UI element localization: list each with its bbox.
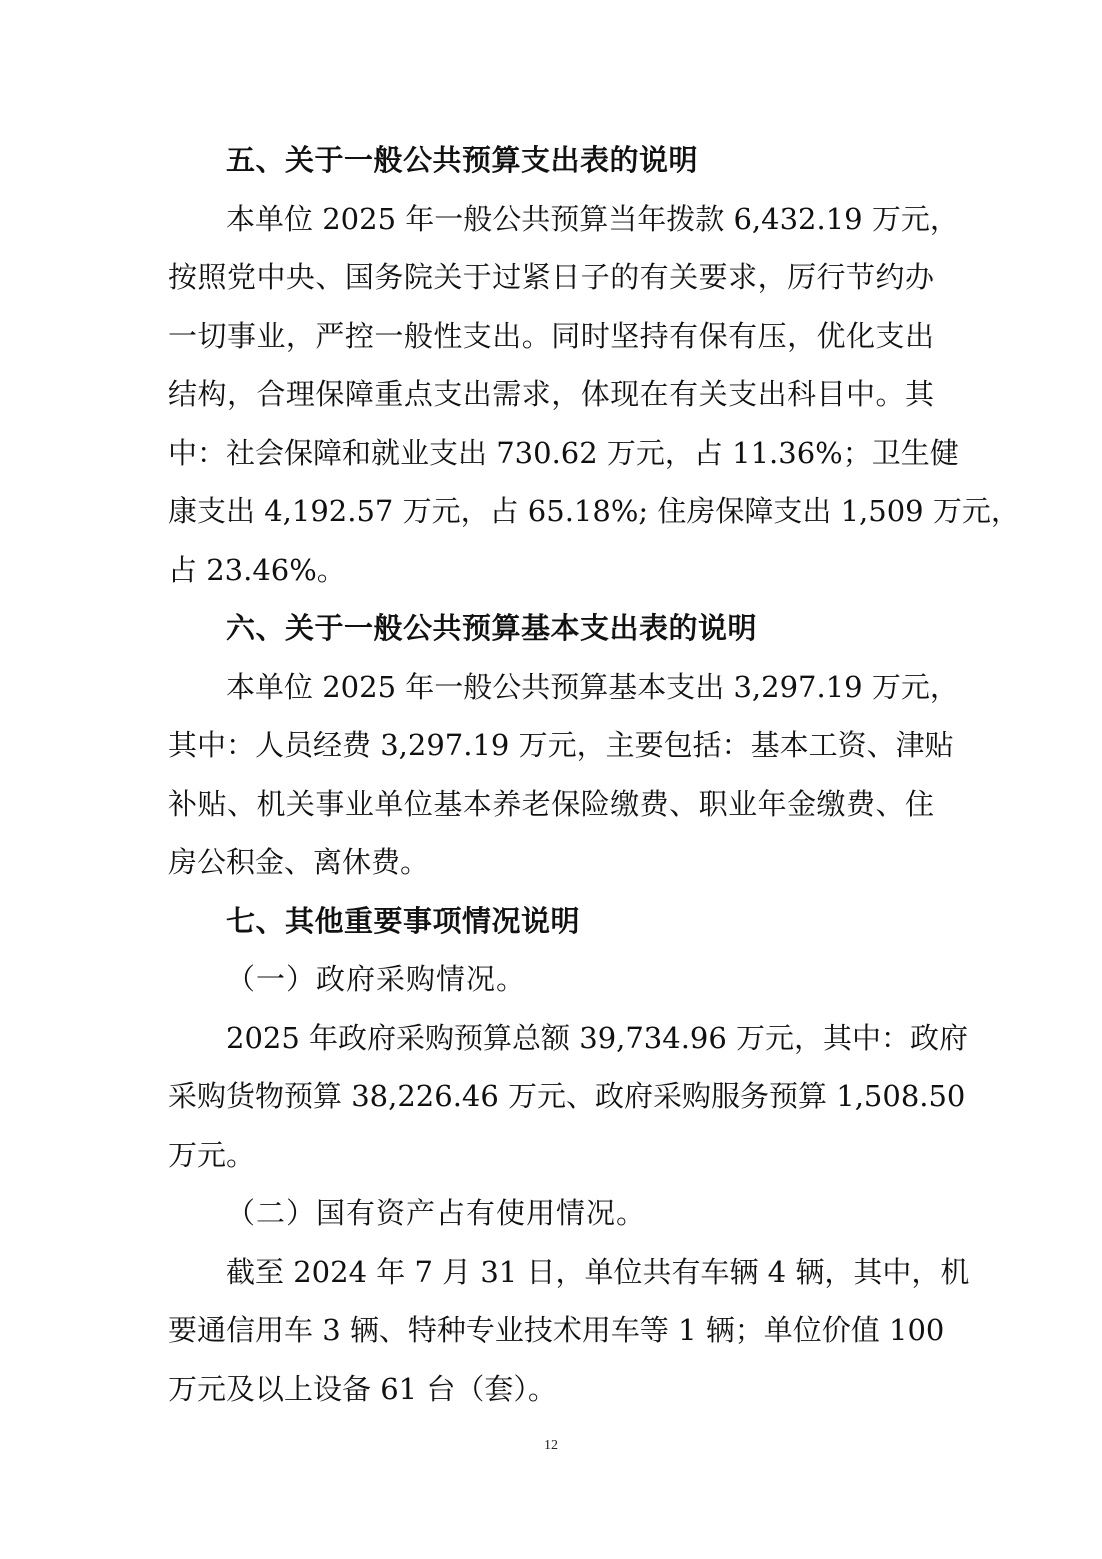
page-number: 12 [544,1438,558,1453]
section-heading: 六、关于一般公共预算基本支出表的说明 [226,611,758,645]
paragraph [168,1243,970,1419]
document-body [168,131,1020,1418]
text-line: 按照党中央、国务院关于过紧日子的有关要求，厉行节约办 [168,260,934,294]
text-line: 本单位 2025 年一般公共预算基本支出 3,297.19 万元， [226,669,959,704]
text-line: 其中：人员经费 3,297.19 万元，主要包括：基本工资、津贴 [168,728,954,762]
text-line: 截至 2024 年 7 月 31 日，单位共有车辆 4 辆，其中，机 [226,1254,970,1289]
text-line: 中：社会保障和就业支出 730.62 万元，占 11.36%；卫生健 [168,435,959,470]
text-line: 占 23.46%。 [168,552,346,587]
text-line: 采购货物预算 38,226.46 万元、政府采购服务预算 1,508.50 [168,1079,966,1113]
section-heading: 五、关于一般公共预算支出表的说明 [226,143,699,177]
section-five [168,131,1020,599]
subsection-title: （二）国有资产占有使用情况。 [226,1196,647,1230]
text-line: 房公积金、离休费。 [168,845,430,879]
text-line: 2025 年政府采购预算总额 39,734.96 万元，其中：政府 [226,1020,969,1055]
paragraph [168,190,1020,600]
section-heading: 七、其他重要事项情况说明 [226,903,581,938]
paragraph [168,1009,969,1185]
text-line: 康支出 4,192.57 万元，占 65.18%; 住房保障支出 1,509 万元， [168,494,1020,528]
section-six [168,599,959,892]
text-line: 结构，合理保障重点支出需求，体现在有关支出科目中。其 [168,377,934,411]
subsection-title: （一）政府采购情况。 [226,962,527,996]
text-line: 本单位 2025 年一般公共预算当年拨款 6,432.19 万元， [226,201,959,236]
section-seven [168,892,970,1419]
text-line: 要通信用车 3 辆、特种专业技术用车等 1 辆；单位价值 100 [168,1313,945,1347]
subsection-procurement [168,950,969,1184]
paragraph [168,658,959,892]
text-line: 补贴、机关事业单位基本养老保险缴费、职业年金缴费、住 [168,786,934,821]
text-line: 万元。 [168,1137,256,1172]
text-line: 一切事业，严控一般性支出。同时坚持有保有压，优化支出 [168,318,934,353]
subsection-state-assets [168,1184,970,1418]
text-line: 万元及以上设备 61 台（套）。 [168,1371,557,1406]
